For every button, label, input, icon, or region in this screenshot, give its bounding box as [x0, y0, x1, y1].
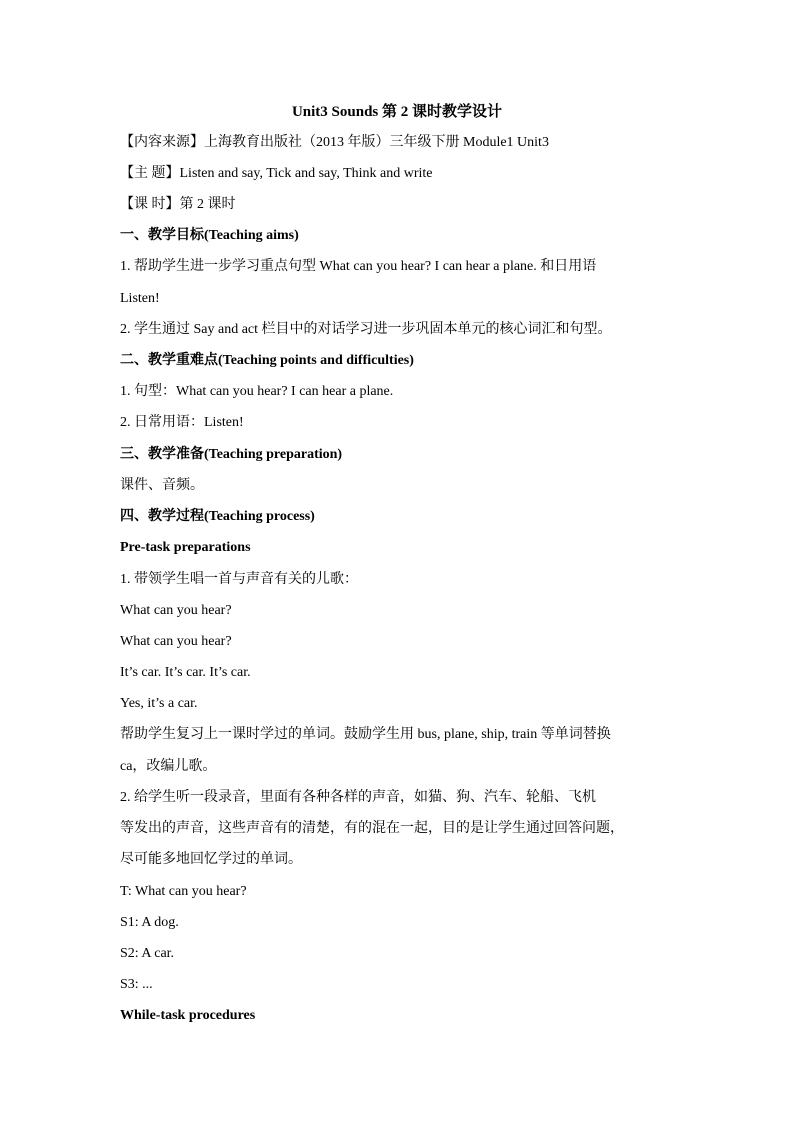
content-source: 【内容来源】上海教育出版社（2013 年版）三年级下册 Module1 Unit3 — [120, 135, 549, 150]
dialog-s2: S2: A car. — [120, 946, 175, 961]
heading-preparation: 三、教学准备(Teaching preparation) — [120, 447, 343, 462]
song-line-4: Yes, it’s a car. — [120, 696, 198, 711]
aim-1: 1. 帮助学生进一步学习重点句型 What can you hear? I can hear a plane. 和日用语 — [120, 259, 597, 274]
step-2-cont-1: 等发出的声音，这些声音有的清楚，有的混在一起，目的是让学生通过回答问题， — [120, 821, 624, 836]
step-1: 1. 带领学生唱一首与声音有关的儿歌： — [120, 572, 358, 587]
review-note-cont: ca，改编儿歌。 — [120, 759, 217, 774]
doc-title: Unit3 Sounds 第 2 课时教学设计 — [291, 104, 503, 120]
step-2: 2. 给学生听一段录音，里面有各种各样的声音，如猫、狗、汽车、轮船、飞机 — [120, 790, 596, 805]
point-1: 1. 句型：What can you hear? I can hear a plane. — [120, 384, 394, 399]
step-2-cont-2: 尽可能多地回忆学过的单词。 — [120, 852, 302, 867]
preparation: 课件、音频。 — [120, 478, 204, 493]
topic: 【主 题】Listen and say, Tick and say, Think and write — [120, 166, 433, 181]
subheading-pre-task: Pre-task preparations — [120, 540, 251, 555]
dialog-teacher: T: What can you hear? — [120, 884, 247, 899]
review-note: 帮助学生复习上一课时学过的单词。鼓励学生用 bus, plane, ship, train 等单词替换 — [120, 727, 611, 742]
song-line-1: What can you hear? — [120, 603, 232, 618]
heading-aims: 一、教学目标(Teaching aims) — [120, 228, 299, 243]
dialog-s1: S1: A dog. — [120, 915, 179, 930]
song-line-2: What can you hear? — [120, 634, 232, 649]
aim-2: 2. 学生通过 Say and act 栏目中的对话学习进一步巩固本单元的核心词汇和句型。 — [120, 322, 612, 337]
point-2: 2. 日常用语：Listen! — [120, 415, 244, 430]
dialog-s3: S3: ... — [120, 977, 153, 992]
aim-1-cont: Listen! — [120, 291, 160, 306]
heading-process: 四、教学过程(Teaching process) — [120, 509, 315, 524]
subheading-while-task: While-task procedures — [120, 1008, 256, 1023]
period: 【课 时】第 2 课时 — [120, 197, 236, 212]
heading-points: 二、教学重难点(Teaching points and difficulties) — [120, 353, 414, 368]
song-line-3: It’s car. It’s car. It’s car. — [120, 665, 251, 680]
